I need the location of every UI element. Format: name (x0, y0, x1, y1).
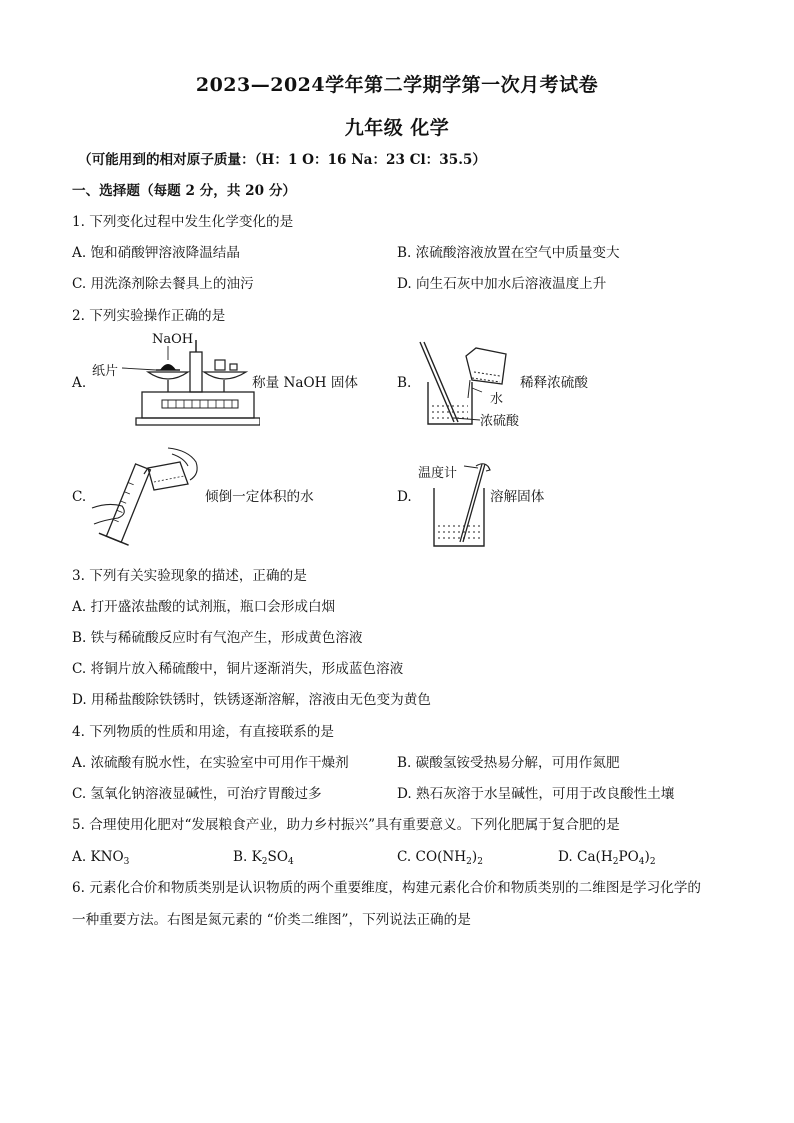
acid-label: 浓硫酸 (480, 414, 520, 429)
q2-option-b-letter: B. (397, 375, 412, 391)
dissolve-figure (414, 452, 494, 552)
q3-option-b: B. 铁与稀硫酸反应时有气泡产生，形成黄色溶液 (72, 630, 363, 646)
exam-subtitle: 九年级 化学 (344, 117, 450, 139)
q4-option-b: B. 碳酸氢铵受热易分解，可用作氮肥 (397, 755, 620, 771)
q5-option-b: B. $K_2SO_4$ (233, 849, 294, 867)
thermometer-label: 温度计 (418, 466, 458, 481)
dilution-figure (410, 338, 520, 434)
paper-label: 纸片 (92, 364, 119, 379)
exam-title: 2023—2024学年第二学期学第一次月考试卷 (195, 74, 599, 96)
q6-line-1: 6. 元素化合价和物质类别是认识物质的两个重要维度，构建元素化合价和物质类别的二维图是学习化学的 (72, 880, 702, 896)
q5-option-c: C. $CO(NH_2)_2$ (397, 849, 483, 867)
q2-option-a-letter: A. (72, 375, 87, 391)
cylinder-figure (88, 444, 210, 554)
q4-stem: 4. 下列物质的性质和用途，有直接联系的是 (72, 724, 334, 740)
q1-option-b: B. 浓硫酸溶液放置在空气中质量变大 (397, 245, 620, 261)
q2-option-d-letter: D. (397, 489, 412, 505)
q1-option-d: D. 向生石灰中加水后溶液温度上升 (397, 276, 607, 292)
atomic-masses-note: （可能用到的相对原子质量：（H：1 O：16 Na：23 Cl：35.5） (78, 152, 486, 168)
balance-figure (90, 330, 260, 432)
section-heading: 一、选择题（每题 2 分，共 20 分） (72, 183, 297, 199)
water-label: 水 (490, 392, 504, 407)
q2-option-c-text: 倾倒一定体积的水 (205, 489, 314, 505)
q3-stem: 3. 下列有关实验现象的描述，正确的是 (72, 568, 307, 584)
q5-stem: 5. 合理使用化肥对“发展粮食产业，助力乡村振兴”具有重要意义。下列化肥属于复合肥的是 (72, 817, 620, 833)
q2-option-a-text: 称量 NaOH 固体 (252, 375, 359, 391)
q5-option-a: A. $KNO_3$ (72, 849, 130, 867)
q1-stem: 1. 下列变化过程中发生化学变化的是 (72, 214, 294, 230)
q5-option-d: D. $Ca(H_2PO_4)_2$ (558, 849, 656, 867)
q4-option-d: D. 熟石灰溶于水呈碱性，可用于改良酸性土壤 (397, 786, 675, 802)
q2-option-d-text: 溶解固体 (490, 489, 545, 505)
q3-option-a: A. 打开盛浓盐酸的试剂瓶，瓶口会形成白烟 (72, 599, 336, 615)
q3-option-d: D. 用稀盐酸除铁锈时，铁锈逐渐溶解，溶液由无色变为黄色 (72, 692, 431, 708)
q3-option-c: C. 将铜片放入稀硫酸中，铜片逐渐消失，形成蓝色溶液 (72, 661, 404, 677)
q2-option-c-letter: C. (72, 489, 87, 505)
q1-option-a: A. 饱和硝酸钾溶液降温结晶 (72, 245, 240, 261)
q6-line-2: 一种重要方法。右图是氮元素的 “价类二维图”，下列说法正确的是 (72, 912, 471, 928)
q4-option-c: C. 氢氧化钠溶液显碱性，可治疗胃酸过多 (72, 786, 322, 802)
q2-stem: 2. 下列实验操作正确的是 (72, 308, 226, 324)
naoh-label: NaOH (152, 332, 194, 347)
q2-option-b-text: 稀释浓硫酸 (520, 375, 588, 391)
q4-option-a: A. 浓硫酸有脱水性，在实验室中可用作干燥剂 (72, 755, 349, 771)
q1-option-c: C. 用洗涤剂除去餐具上的油污 (72, 276, 254, 292)
